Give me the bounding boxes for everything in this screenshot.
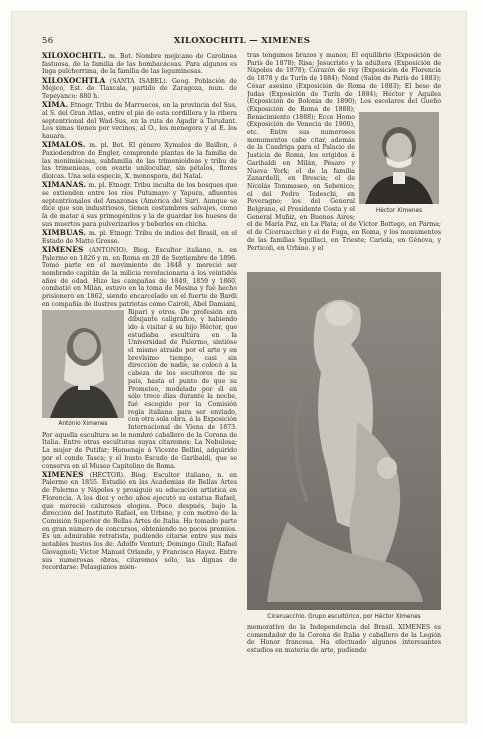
right-column-bottom (247, 624, 441, 655)
entry-headword: XILOXOCHTLA (42, 75, 106, 85)
entry-headword: XIMENES (42, 469, 84, 479)
sculpture-photo (247, 272, 441, 610)
running-head (42, 36, 442, 48)
dictionary-entry (42, 181, 237, 228)
dictionary-entry (42, 101, 237, 141)
dictionary-entry (42, 229, 237, 245)
portrait-image (42, 310, 124, 418)
entry-text: m. pl. Etnogr. Tribu de indios del Brasil, en el Estado de Matto Grosso. (42, 229, 237, 245)
antonio-ximenes-portrait (42, 310, 124, 418)
antonio-caption: Antonio Ximenes (58, 421, 108, 427)
entry-continuation: tras tengamos brazos y manos; El equilibrio (Exposición de París de 1878); Risa; Jesucristo y la adúltera (Exposición de Nápoles de 1878); Corazón de rey (Exposición de Florencia de 1878 y de Turín de 1884); Nond (Salón de París de 1883); César asesino (Exposición de Roma de 1883); El beso de Judas (Exposición de Turín de 1884); Héctor y Aquiles (Exposición de Bolonia de 1890); Los escolares del Gueño (Exposición de Roma de 1888); Renacimiento (1888); Ecce Homo (Exposición de Venecia de 1900), etc. Entre sus numerosos monumentos cabe citar, además de la Cuadriga para el Palacio de Justicia de Roma, los erigidos á Garibaldi en Milán, Pésaro y Nueva York; el de la familia Zanardelli, en Brescia; el de Nicolás Tommaseo, en Sebenico; el del Pedro Tedeschi, en Peveragno; los del General Belgrano, el Presidente Costa y el General Muñiz, en Buenos Aires; el de María Paz, en La Plata; el de Víctor Bottego, en Parma; el de Ciceruacchio y el de Fuga, en Roma, y los monumentos de las familias Squillaci, en Trieste; Cariola, en Génova, y Perticoli, en Urbino. y el (247, 52, 441, 252)
entry-text: (HÉCTOR). Biog. Escultor italiano, n. en Palermo en 1855. Estudió en las Academias de Bellas Artes de Palermo y Nápoles y prosiguió su educación artística en Florencia. A los diez y ocho años ejecutó su estatua Rafael, que mereció calurosos elogios. Poco después, bajo la dirección del Instituto Rafael, en Urbino, y con motivo de la Comisión Superior de Bellas Artes de Italia. Ha tomado parte en gran número de concursos, obteniendo no pocos premios. Es un admirable retratista, pudiendo citarse entre sus más notables bustos los de: Adolfo Venturi; Domingo Giuli; Rafael Giovagnoli; Víctor Manuel Orlando, y Francisco Hayez. Entre sus numerosas obras, citaremos sólo, las dignas de recordarse: Pelasgianos mien- (42, 471, 237, 572)
dictionary-entry (42, 77, 237, 101)
sculpture-caption: Ciceruacchio. Grupo escultórico, por Héctor Ximenes (267, 614, 421, 620)
entry-headword: XIMENES (42, 244, 84, 254)
entry-headword: XIMANAS. (42, 180, 87, 190)
page-number: 56 (42, 36, 54, 46)
dictionary-entry (42, 471, 237, 572)
entry-headword: XIMALOS. (42, 140, 86, 150)
hector-caption: Héctor Ximenes (375, 208, 423, 214)
dictionary-entry (42, 141, 237, 181)
entry-headword: XIMA. (42, 100, 69, 110)
entry-text: (ANTONIO). Biog. Escultor italiano, n. en Palermo en 1826 y m. en Roma en 28 de Septiembre de 1896. Tomó parte en el movimiento de 1848 y mereció ser nombrado capitán de la milicia revolucionaria á los veintidós años de edad. Hizo las campañas de 1849, 1859 y 1860, combatió en Milán, estuvo en la toma de Mesina y fué hecho prisionero en 1862, siendo encarcelado en el fuerte de Bardi en compañía de ilustres patriotas como Cairoli, Abel Damiani, Ripari y otros. De profesión era dibujante caligráfico, y habiendo ido á visitar á su hijo Héctor, que estudiaba escultura en la Universidad de Palermo, sintióse el mismo atraído por el arte y en brevísimo tiempo, casi sin dirección de nadie, se colocó á la cabeza de los escultores de su país, hasta el punto de que su Prometeo, modelado por él en sólo trece días durante la noche, fué escogido por la Comisión regia italiana para ser enviado, con otra sola obra, á la Exposición Internacional de Viena de 1873. Por aquella escultura se le nombró caballero de la Corona de Italia. Entre otras esculturas suyas citaremos: La Nebulosa; La mujer de Putifar; Homenaje á Vicente Bellini, adquirido por el conde Tasca; y el busto Escudo de Garibaldi, que se conserva en el Museo Capitolino de Roma. (42, 246, 237, 470)
sculpture-image (247, 272, 441, 610)
entry-text: m. pl. Etnogr. Tribu inculta de los bosques que se extienden entre los ríos Putumayo y Yapura, afluentes septentrionales del Amazonas (América del Sur). Aunque se dice que son industriosos, tienen costumbres salvajes, como la de matar á sus primogénitos y la de guardar los huesos de sus muertos para pulverizarlos y beberlos en chicha. (42, 182, 237, 228)
entry-text: m. pl. Bot. El género Xymalos de Baillon, ó Paxiodendron de Engler, comprende plantas de la familia de las monimiáceas, subfamilia de las trimenioideas y tribu de las trimenieas, con ovario uniloculiar, sin pétalos, flores dioicas. Una sola especie, X. monospora, del Natal. (42, 142, 237, 181)
entry-text: Etnogr. Tribu de Marruecos, en la provincia del Sus, al S. del Gran Atlas, entre el pie de esta cordillera y la ribera septentrional del Wad-Sus, en la ruta de Agadir á Tarudant. Los ximas tienen por vecinos, al O., los menegora y al E. los hauara. (42, 102, 237, 141)
entry-text: m. Bot. Nombre mejicano de Carolinea fastuosa, de la familia de las bombacáceas. Para algunos es Inga pulcherrima, de la familia de las leguminosas. (42, 53, 237, 76)
hector-ximenes-portrait (359, 112, 439, 204)
entry-headword: XIMBUAS. (42, 227, 87, 237)
dictionary-entry (42, 52, 237, 76)
entry-continuation: memorativo de la Independencia del Brasil. XIMENES es comendador de la Corona de Italia y caballero de la Legión de Honor francesa. Ha efectuado algunos interesantes estudios en materia de arte, pudiendo (247, 624, 441, 655)
running-title: XILOXOCHITL — XIMENES (173, 36, 311, 46)
portrait-image (359, 112, 439, 204)
entry-headword: XILOXOCHITL. (42, 52, 106, 60)
entry-text: (SANTA ISABEL). Geog. Población de Méjico, Est. de Tlaxcala, partido de Zaragoza, mun. de Tepeyanco: 880 h. (42, 77, 237, 101)
